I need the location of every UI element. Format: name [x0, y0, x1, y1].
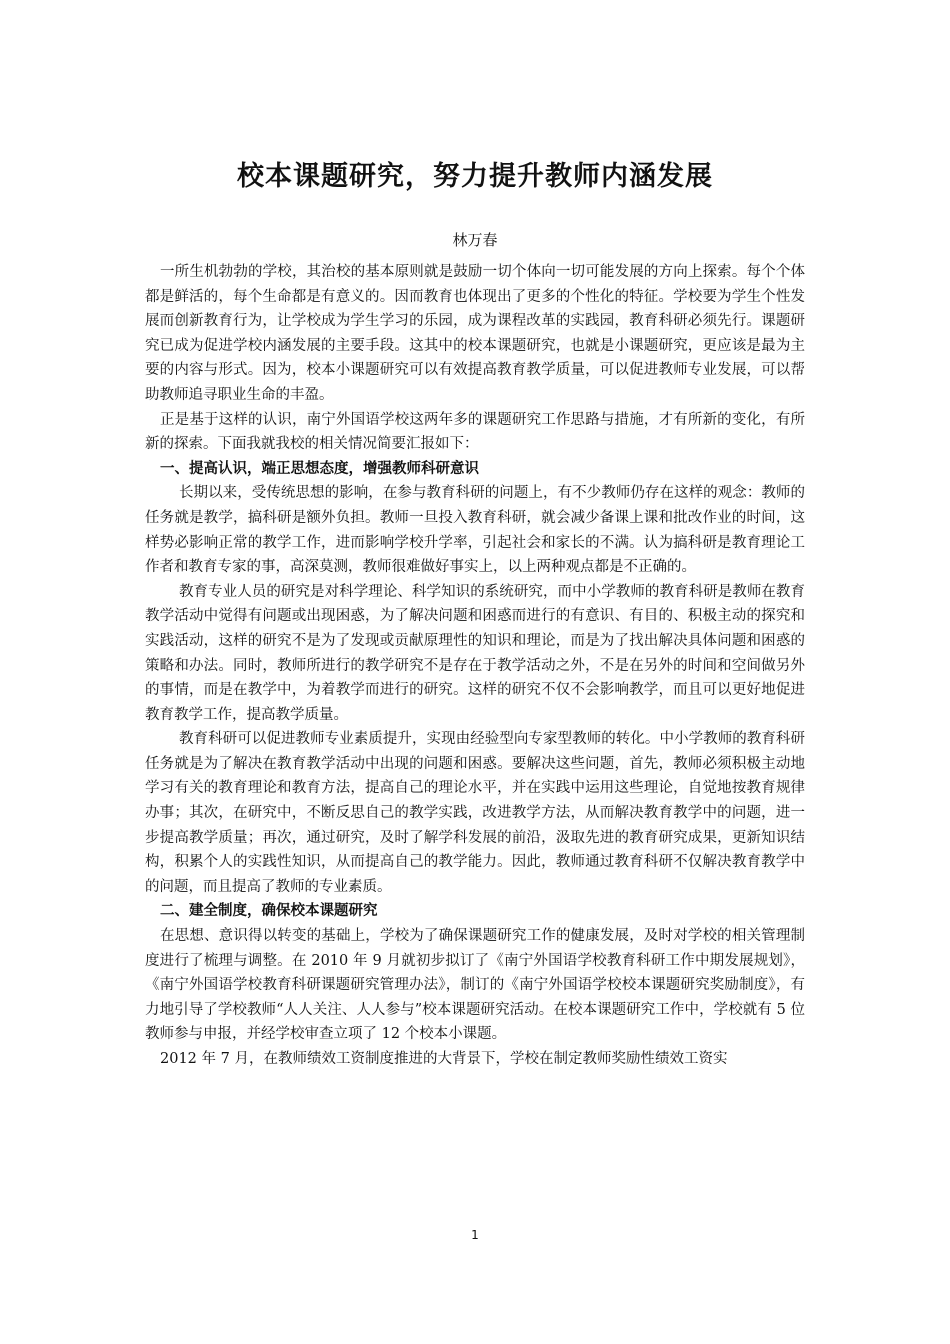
paragraph-section2-b: 2012 年 7 月，在教师绩效工资制度推进的大背景下，学校在制定教师奖励性绩效工资实: [160, 1051, 728, 1067]
document-title: 校本课题研究，努力提升教师内涵发展: [237, 161, 713, 192]
section-heading-2: 二、建全制度，确保校本课题研究: [160, 902, 378, 920]
paragraph-intro: 一所生机勃勃的学校，其治校的基本原则就是鼓励一切个体向一切可能发展的方向上探索。每个个体都是鲜活的，每个生命都是有意义的。因而教育也体现出了更多的个性化的特征。学校要为学生个性发展而创新教育行为，让学校成为学生学习的乐园，成为课程改革的实践园，教育科研必须先行。课题研究已成为促进学校内涵发展的主要手段。这其中的校本课题研究，也就是小课题研究，更应该是最为主要的内容与形式。因为，校本小课题研究可以有效提高教育教学质量，可以促进教师专业发展，可以帮助教师追寻职业生命的丰盈。: [145, 264, 805, 403]
paragraph-section1-c: 教育科研可以促进教师专业素质提升，实现由经验型向专家型教师的转化。中小学教师的教育科研任务就是为了解决在教育教学活动中出现的问题和困惑。要解决这些问题，首先，教师必须积极主动地学习有关的教育理论和教育方法，提高自己的理论水平，并在实践中运用这些理论，自觉地按教育规律办事；其次，在研究中，不断反思自己的教学实践，改进教学方法，从而解决教育教学中的问题，进一步提高教学质量；再次，通过研究，及时了解学科发展的前沿，汲取先进的教育研究成果，更新知识结构，积累个人的实践性知识，从而提高自己的教学能力。因此，教师通过教育科研不仅解决教育教学中的问题，而且提高了教师的专业素质。: [145, 731, 805, 895]
paragraph-overview: 正是基于这样的认识，南宁外国语学校这两年多的课题研究工作思路与措施，才有所新的变化，有所新的探索。下面我就我校的相关情况简要汇报如下：: [145, 411, 805, 453]
paragraph-section2-a: 在思想、意识得以转变的基础上，学校为了确保课题研究工作的健康发展，及时对学校的相关管理制度进行了梳理与调整。在 2010 年 9 月就初步拟订了《南宁外国语学校教育科研工作中期发展规划》，《南宁外国语学校教育科研课题研究管理办法》，制订的《南宁外国语学校校本课题研究奖励制度》，有力地引导了学校教师“人人关注、人人参与”校本课题研究活动。在校本课题研究工作中，学校就有 5 位教师参与申报，并经学校审查立项了 12 个校本小课题。: [145, 928, 805, 1043]
paragraph-section1-b: 教育专业人员的研究是对科学理论、科学知识的系统研究，而中小学教师的教育科研是教师在教育教学活动中觉得有问题或出现困惑，为了解决问题和困惑而进行的有意识、有目的、积极主动的探究和实践活动，这样的研究不是为了发现或贡献原理性的知识和理论，而是为了找出解决具体问题和困惑的策略和办法。同时，教师所进行的教学研究不是存在于教学活动之外，不是在另外的时间和空间做另外的事情，而是在教学中，为着教学而进行的研究。这样的研究不仅不会影响教学，而且可以更好地促进教育教学工作，提高教学质量。: [145, 583, 805, 723]
paragraph-section1-a: 长期以来，受传统思想的影响，在参与教育科研的问题上，有不少教师仍存在这样的观念：教师的任务就是教学，搞科研是额外负担。教师一旦投入教育科研，就会减少备课上课和批改作业的时间，这样势必影响正常的教学工作，进而影响学校升学率，引起社会和家长的不满。认为搞科研是教育理论工作者和教育专家的事，高深莫测，教师很难做好事实上，以上两种观点都是不正确的。: [145, 485, 805, 576]
section-heading-1: 一、提高认识，端正思想态度，增强教师科研意识: [160, 459, 479, 477]
document-author: 林万春: [452, 231, 498, 249]
document-body: [145, 150, 805, 1072]
page-number: 1: [471, 1228, 479, 1242]
